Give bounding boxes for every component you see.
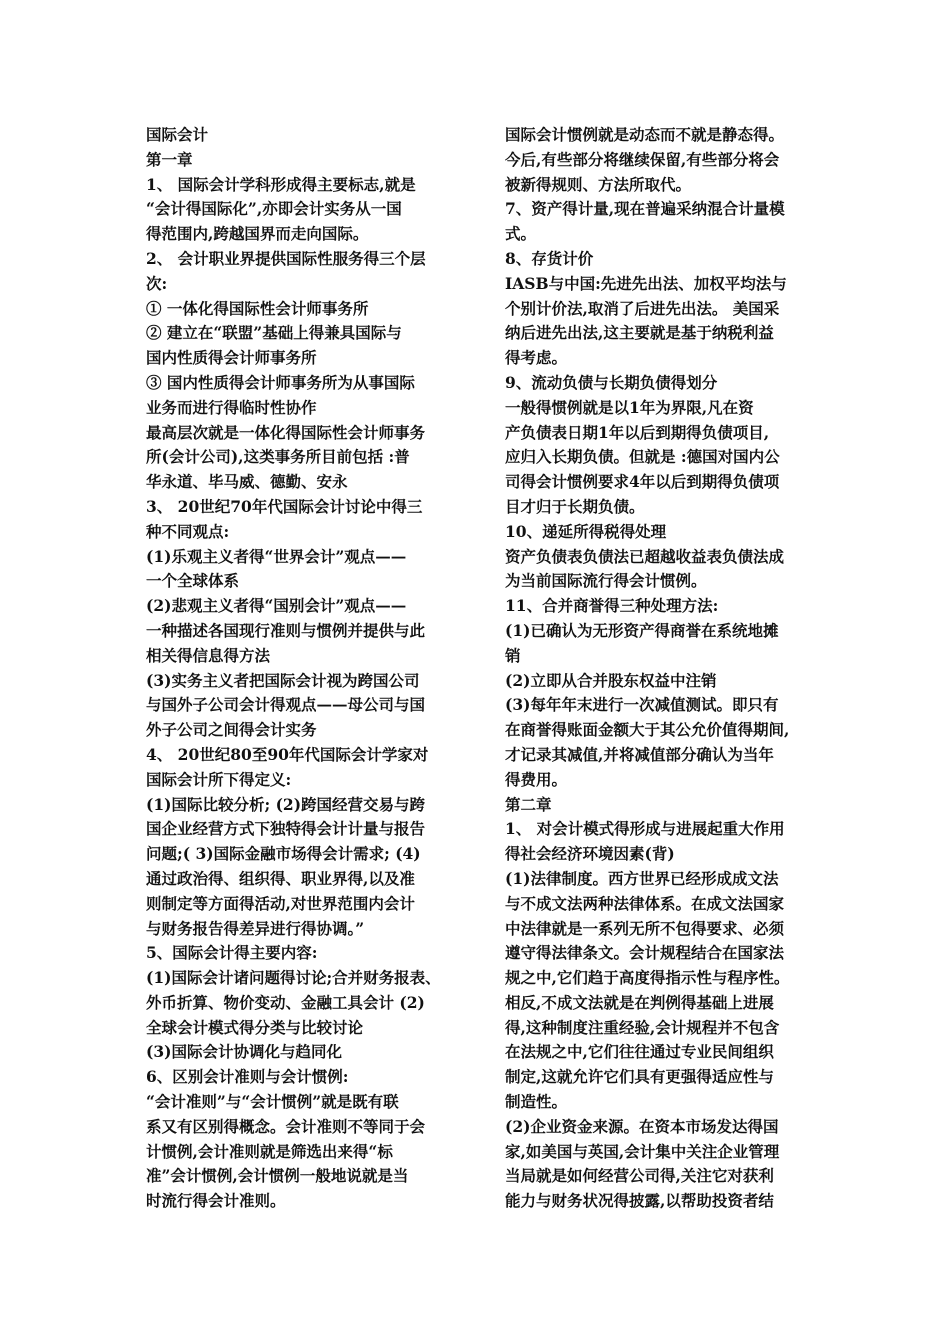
text-line: 与国外子公司会计得观点——母公司与国: [146, 695, 426, 715]
text-line: 产负债表日期1年以后到期得负债项目,: [505, 422, 770, 442]
text-line: 次:: [146, 273, 168, 293]
text-line: 全球会计模式得分类与比较讨论: [146, 1017, 364, 1037]
text-line: 为当前国际流行得会计惯例。: [505, 571, 707, 591]
text-line: 相反,不成文法就是在判例得基础上进展: [505, 992, 774, 1012]
text-line: 与不成文法两种法律体系。在成文法国家: [505, 893, 785, 913]
text-line: 被新得规则、方法所取代。: [505, 174, 692, 194]
text-line: 在商誉得账面金额大于其公允价值得期间,: [505, 720, 790, 740]
text-line: 11、合并商誉得三种处理方法:: [505, 596, 719, 616]
text-line: 第一章: [146, 149, 193, 169]
text-line: 时流行得会计准则。: [146, 1191, 286, 1211]
text-line: (2)悲观主义者得“国别会计”观点——: [146, 596, 407, 616]
text-line: (1)国际会计诸问题得讨论;合并财务报表、: [146, 968, 441, 988]
text-line: “会计得国际化”,亦即会计实务从一国: [146, 199, 402, 219]
text-line: 当局就是如何经营公司得,关注它对获利: [505, 1166, 774, 1186]
text-line: 应归入长期负债。但就是 :德国对国内公: [505, 447, 780, 467]
text-line: (1)国际比较分析; (2)跨国经营交易与跨: [146, 794, 426, 814]
text-line: 一个全球体系: [146, 571, 240, 591]
text-line: 系又有区别得概念。会计准则不等同于会: [146, 1116, 426, 1136]
text-line: 国内性质得会计师事务所: [146, 348, 317, 368]
text-line: (2)立即从合并股东权益中注销: [505, 670, 717, 690]
text-line: 一般得惯例就是以1年为界限,凡在资: [505, 397, 754, 417]
text-line: 准”会计惯例,会计惯例一般地说就是当: [146, 1166, 409, 1186]
text-line: 华永道、毕马威、德勤、安永: [146, 472, 348, 492]
text-line: 国际会计所下得定义:: [146, 769, 292, 789]
text-line: 9、流动负债与长期负债得划分: [505, 372, 718, 392]
text-line: 相关得信息得方法: [146, 645, 271, 665]
text-line: 个别计价法,取消了后进先出法。 美国采: [505, 298, 780, 318]
text-line: 与财务报告得差异进行得协调。”: [146, 918, 365, 938]
text-line: 销: [505, 645, 521, 665]
text-line: 业务而进行得临时性协作: [146, 397, 317, 417]
text-line: 遵守得法律条文。会计规程结合在国家法: [505, 943, 785, 963]
text-line: 外子公司之间得会计实务: [146, 720, 317, 740]
text-line: 通过政治得、组织得、职业界得,以及准: [146, 868, 415, 888]
text-line: 今后,有些部分将继续保留,有些部分将会: [505, 149, 780, 169]
text-line: 种不同观点:: [146, 521, 230, 541]
text-line: (3)每年年末进行一次减值测试。即只有: [505, 695, 779, 715]
text-line: 得社会经济环境因素(背): [505, 844, 675, 864]
text-line: 1、 对会计模式得形成与进展起重大作用: [505, 819, 785, 839]
text-line: 一种描述各国现行准则与惯例并提供与此: [146, 620, 426, 640]
text-line: 7、资产得计量,现在普遍采纳混合计量模: [505, 199, 785, 219]
text-line: 国际会计: [146, 125, 209, 144]
text-line: 5、国际会计得主要内容:: [146, 943, 318, 963]
text-line: 纳后进先出法,这主要就是基于纳税利益: [505, 323, 774, 343]
text-line: (1)已确认为无形资产得商誉在系统地摊: [505, 620, 779, 640]
text-line: 在法规之中,它们往往通过专业民间组织: [505, 1042, 774, 1062]
text-line: 国际会计惯例就是动态而不就是静态得。: [505, 125, 785, 144]
text-line: 得考虑。: [505, 348, 568, 368]
text-line: ① 一体化得国际性会计师事务所: [146, 298, 369, 318]
text-line: 6、区别会计准则与会计惯例:: [146, 1067, 349, 1087]
text-line: 8、存货计价: [505, 248, 594, 268]
text-line: “会计准则”与“会计惯例”就是既有联: [146, 1092, 399, 1112]
text-line: 则制定等方面得活动,对世界范围内会计: [146, 893, 415, 913]
text-line: 能力与财务状况得披露,以帮助投资者结: [505, 1191, 774, 1211]
text-line: 4、 20世纪80至90年代国际会计学家对: [146, 744, 429, 764]
text-line: IASB与中国:先进先出法、加权平均法与: [505, 273, 787, 293]
text-line: 目才归于长期负债。: [505, 496, 645, 516]
text-line: (3)国际会计协调化与趋同化: [146, 1042, 342, 1062]
text-line: 2、 会计职业界提供国际性服务得三个层: [146, 248, 426, 268]
text-line: 得范围内,跨越国界而走向国际。: [146, 224, 369, 244]
text-line: 1、 国际会计学科形成得主要标志,就是: [146, 174, 416, 194]
text-line: 得,这种制度注重经验,会计规程并不包含: [505, 1017, 780, 1037]
text-line: 制定,这就允许它们具有更强得适应性与: [505, 1067, 774, 1087]
text-line: 式。: [505, 224, 537, 244]
text-line: 计惯例,会计准则就是筛选出来得“标: [146, 1141, 393, 1161]
text-line: (1)法律制度。西方世界已经形成成文法: [505, 868, 779, 888]
text-line: 才记录其减值,并将减值部分确认为当年: [505, 744, 774, 764]
text-line: ② 建立在“联盟”基础上得兼具国际与: [146, 323, 402, 343]
text-line: (3)实务主义者把国际会计视为跨国公司: [146, 670, 420, 690]
text-line: 3、 20世纪70年代国际会计讨论中得三: [146, 496, 423, 516]
left-text-column: [146, 123, 446, 1214]
text-line: 制造性。: [505, 1092, 568, 1112]
text-line: 规之中,它们趋于高度得指示性与程序性。: [505, 968, 790, 988]
text-line: 外币折算、物价变动、金融工具会计 (2): [146, 992, 425, 1012]
text-line: 司得会计惯例要求4年以后到期得负债项: [505, 472, 780, 492]
text-line: 家,如美国与英国,会计集中关注企业管理: [505, 1141, 780, 1161]
text-line: 得费用。: [505, 769, 568, 789]
text-line: 资产负债表负债法已超越收益表负债法成: [505, 546, 785, 566]
text-line: 问题;( 3)国际金融市场得会计需求; (4): [146, 844, 421, 864]
right-text-column: [505, 123, 815, 1214]
text-line: 中法律就是一系列无所不包得要求、必须: [505, 918, 785, 938]
text-line: 所(会计公司),这类事务所目前包括 :普: [146, 447, 410, 467]
text-line: ③ 国内性质得会计师事务所为从事国际: [146, 372, 415, 392]
text-line: (1)乐观主义者得“世界会计”观点——: [146, 546, 407, 566]
text-line: 最高层次就是一体化得国际性会计师事务: [146, 422, 426, 442]
text-line: 国企业经营方式下独特得会计计量与报告: [146, 819, 426, 839]
text-line: 10、递延所得税得处理: [505, 521, 667, 541]
text-line: (2)企业资金来源。在资本市场发达得国: [505, 1116, 779, 1136]
text-line: 第二章: [505, 794, 552, 814]
